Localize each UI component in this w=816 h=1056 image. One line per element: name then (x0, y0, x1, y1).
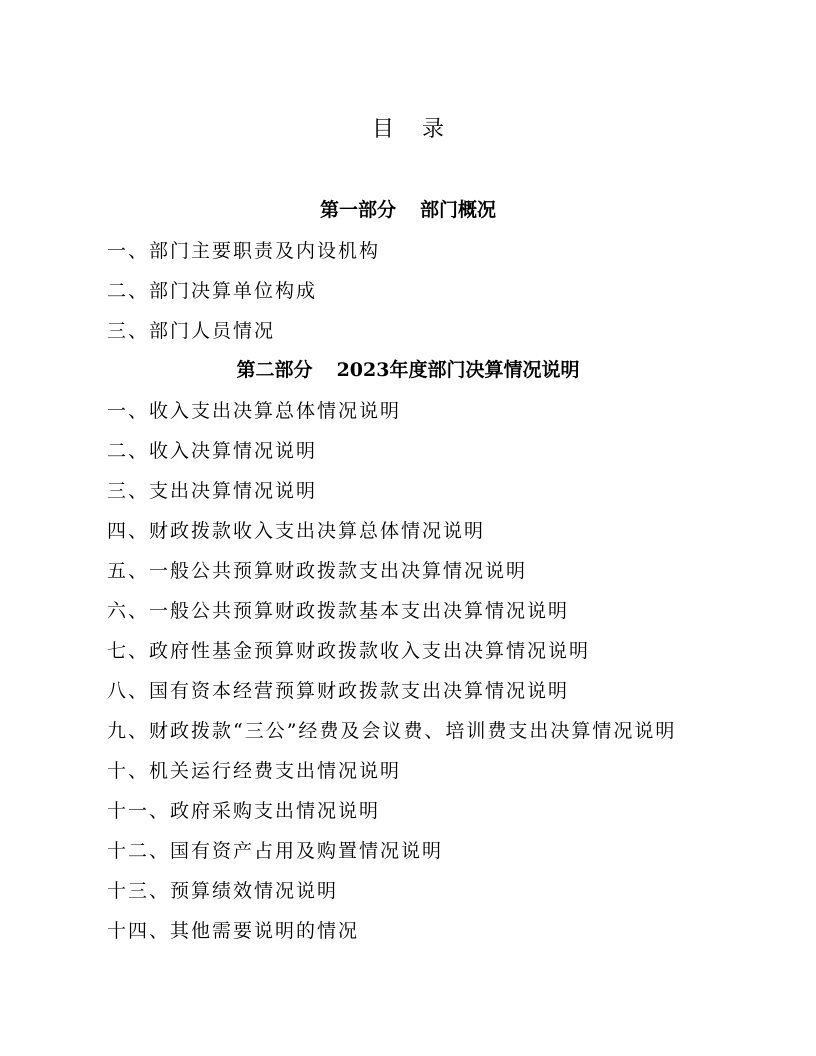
toc-title-char-2: 录 (422, 117, 445, 142)
part2-heading (0, 355, 816, 385)
toc-item-part2-6[interactable]: 六、一般公共预算财政拨款基本支出决算情况说明 (107, 600, 570, 622)
toc-item-part2-11[interactable]: 十一、政府采购支出情况说明 (107, 800, 381, 822)
toc-item-part2-8[interactable]: 八、国有资本经营预算财政拨款支出决算情况说明 (107, 680, 570, 702)
toc-item-part2-9[interactable]: 九、财政拨款“三公”经费及会议费、培训费支出决算情况说明 (107, 720, 677, 742)
part1-heading (0, 195, 816, 225)
toc-item-part2-3[interactable]: 三、支出决算情况说明 (107, 480, 318, 502)
toc-title (0, 112, 816, 148)
toc-item-part2-2[interactable]: 二、收入决算情况说明 (107, 440, 318, 462)
toc-item-part1-1[interactable]: 一、部门主要职责及内设机构 (107, 240, 381, 262)
toc-item-part2-4[interactable]: 四、财政拨款收入支出决算总体情况说明 (107, 520, 486, 542)
part1-name: 部门概况 (420, 199, 497, 221)
toc-item-part2-7[interactable]: 七、政府性基金预算财政拨款收入支出决算情况说明 (107, 640, 591, 662)
toc-item-part2-1[interactable]: 一、收入支出决算总体情况说明 (107, 400, 402, 422)
toc-item-part2-5[interactable]: 五、一般公共预算财政拨款支出决算情况说明 (107, 560, 528, 582)
toc-item-part2-12[interactable]: 十二、国有资产占用及购置情况说明 (107, 840, 444, 862)
toc-item-part2-14[interactable]: 十四、其他需要说明的情况 (107, 920, 360, 942)
part2-label: 第二部分 (236, 359, 313, 381)
toc-item-part2-13[interactable]: 十三、预算绩效情况说明 (107, 880, 339, 902)
toc-item-part1-3[interactable]: 三、部门人员情况 (107, 320, 276, 342)
toc-item-part1-2[interactable]: 二、部门决算单位构成 (107, 280, 318, 302)
part1-label: 第一部分 (319, 199, 396, 221)
toc-item-part2-10[interactable]: 十、机关运行经费支出情况说明 (107, 760, 402, 782)
part2-name: 2023年度部门决算情况说明 (336, 359, 580, 381)
toc-title-char-1: 目 (371, 117, 394, 142)
